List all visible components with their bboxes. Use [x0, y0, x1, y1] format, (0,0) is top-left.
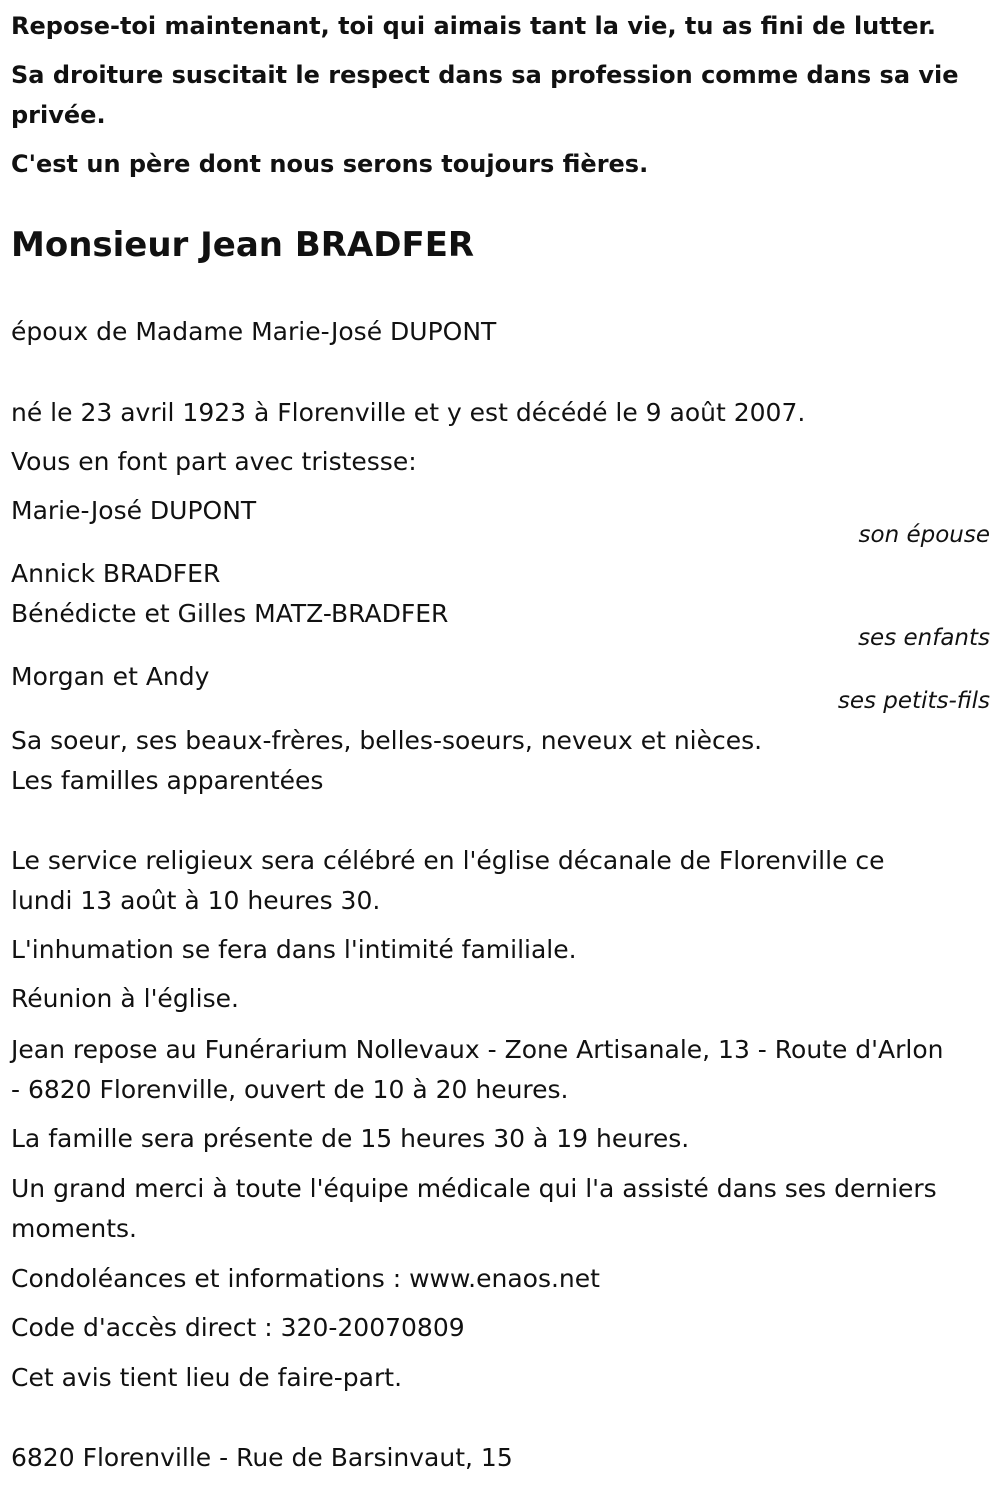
- grandchildren-names: Morgan et Andy: [11, 662, 210, 691]
- family-intro: Vous en font part avec tristesse:: [11, 447, 417, 476]
- extended-family: Sa soeur, ses beaux-frères, belles-soeurs, neveux et nièces.: [11, 726, 763, 755]
- grandchildren-role: ses petits-fils: [837, 688, 990, 714]
- condolences-line: Condoléances et informations : www.enaos.net: [11, 1264, 600, 1293]
- family-address: 6820 Florenville - Rue de Barsinvaut, 15: [11, 1443, 513, 1472]
- child-name: Annick BRADFER: [11, 559, 221, 588]
- birth-death-line: né le 23 avril 1923 à Florenville et y est décédé le 9 août 2007.: [11, 398, 806, 427]
- notice-line: Cet avis tient lieu de faire-part.: [11, 1363, 403, 1392]
- spouse-name: Marie-José DUPONT: [11, 496, 257, 525]
- service-line-2: lundi 13 août à 10 heures 30.: [11, 886, 381, 915]
- service-line-1: Le service religieux sera célébré en l'église décanale de Florenville ce: [11, 846, 885, 875]
- deceased-name: Monsieur Jean BRADFER: [11, 225, 475, 265]
- access-code-line: Code d'accès direct : 320-20070809: [11, 1313, 465, 1342]
- funeral-home-line-2: - 6820 Florenville, ouvert de 10 à 20 heures.: [11, 1075, 569, 1104]
- character-quote-line-1: Sa droiture suscitait le respect dans sa profession comme dans sa vie: [11, 61, 959, 89]
- family-presence-line: La famille sera présente de 15 heures 30 à 19 heures.: [11, 1124, 690, 1153]
- burial-line: L'inhumation se fera dans l'intimité familiale.: [11, 935, 577, 964]
- child-name: Bénédicte et Gilles MATZ-BRADFER: [11, 599, 449, 628]
- character-quote-line-2: privée.: [11, 101, 106, 129]
- children-role: ses enfants: [858, 625, 990, 651]
- meeting-line: Réunion à l'église.: [11, 984, 239, 1013]
- opening-quote: Repose-toi maintenant, toi qui aimais tant la vie, tu as fini de lutter.: [11, 12, 937, 40]
- spouse-line: époux de Madame Marie-José DUPONT: [11, 317, 497, 346]
- father-quote: C'est un père dont nous serons toujours fières.: [11, 150, 649, 178]
- related-families: Les familles apparentées: [11, 766, 324, 795]
- spouse-role: son épouse: [858, 522, 990, 548]
- thanks-line-1: Un grand merci à toute l'équipe médicale qui l'a assisté dans ses derniers: [11, 1174, 937, 1203]
- thanks-line-2: moments.: [11, 1214, 138, 1243]
- funeral-home-line-1: Jean repose au Funérarium Nollevaux - Zone Artisanale, 13 - Route d'Arlon: [11, 1035, 944, 1064]
